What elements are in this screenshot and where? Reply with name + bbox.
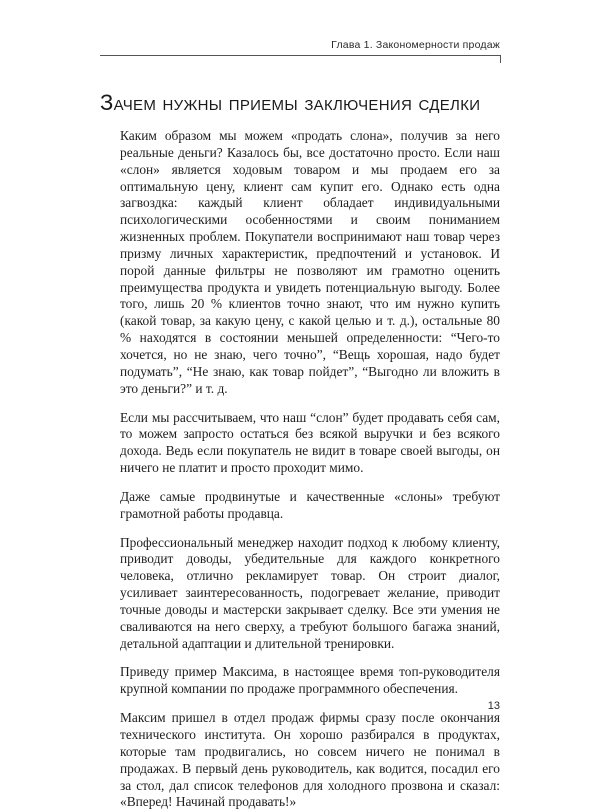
section-heading: Зачем нужны приемы заключения сделки: [100, 90, 481, 115]
paragraph: Каким образом мы можем «продать слона», получив за него реальные деньги? Казалось бы, все достаточно просто. Если наш «слон» является ходовым товаром и мы продаем его за оптимальную цену, клиент сам купит его. Однако есть одна загвоздка: каждый клиент обладает индивидуальными психологическими особенностями и своим пониманием жизненных проблем. Покупатели воспринимают наш товар через призму личных характеристик, предпочтений и установок. И порой данные фильтры не позволяют им грамотно оценить преимущества продукта и увидеть потенциальную выгоду. Более того, лишь 20 % клиентов точно знают, что им нужно купить (какой товар, за какую цену, с какой целью и т. д.), остальные 80 % находятся в состоянии меньшей определенности: “Чего-то хочется, но не знаю, чего точно”, “Вещь хорошая, надо будет подумать”, “Не знаю, как товар пойдет”, “Выгодно ли вложить в это деньги?” и т. д.: [120, 128, 500, 396]
paragraph: Максим пришел в отдел продаж фирмы сразу после окончания технического института. Он хорошо разбирался в продуктах, которые там продвигались, но совсем ничего не понимал в продажах. В первый день руководитель, как водится, посадил его за стол, дал список телефонов для холодного прозвона и сказал: «Вперед! Начинай продавать!»: [120, 710, 500, 810]
body-text: [120, 128, 500, 811]
page-number: 13: [487, 700, 500, 712]
paragraph: Даже самые продвинутые и качественные «слоны» требуют грамотной работы продавца.: [120, 488, 500, 521]
paragraph: Профессиональный менеджер находит подход к любому клиенту, приводит доводы, убедительные для каждого конкретного человека, отлично рекламирует товар. Он строит диалог, усиливает заинтересованность, подогревает желание, приводит точные доводы и мастерски закрывает сделку. Все эти умения не сваливаются на него сверху, а требуют большого багажа знаний, детальной адаптации и длительной тренировки.: [120, 534, 500, 651]
header-rule: [100, 55, 500, 56]
paragraph: Приведу пример Максима, в настоящее время топ-руководителя крупной компании по продаже программного обеспечения.: [120, 664, 500, 697]
paragraph: Если мы рассчитываем, что наш “слон” будет продавать себя сам, то можем запросто остаться без всякой выручки и без всякого дохода. Ведь если покупатель не видит в товаре своей выгоды, он ничего не платит и просто проходит мимо.: [120, 409, 500, 476]
header-rule-tick: [500, 55, 501, 63]
running-header: Глава 1. Закономерности продаж: [331, 39, 500, 51]
